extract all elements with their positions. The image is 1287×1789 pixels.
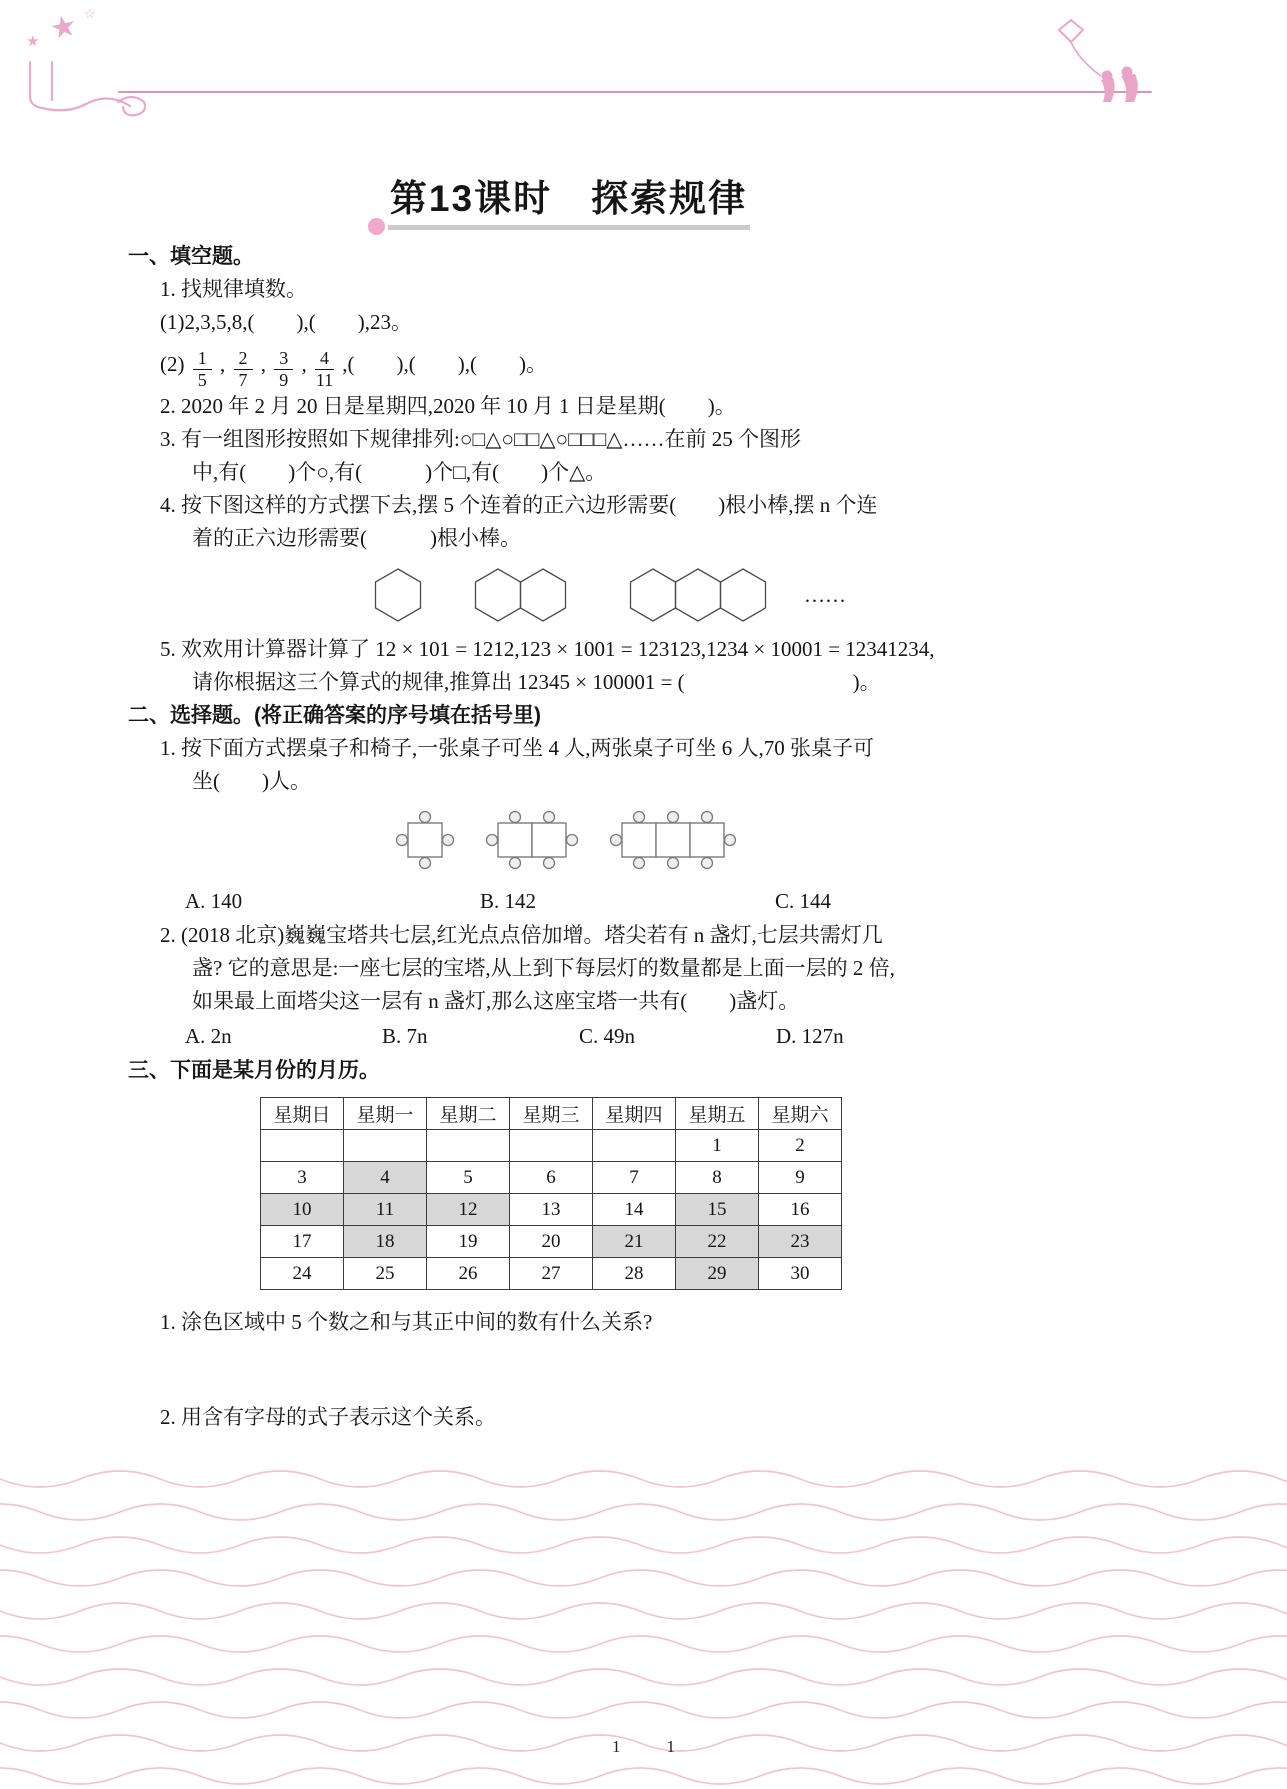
s2-q2-line1: 2. (2018 北京)巍巍宝塔共七层,红光点点倍加增。塔尖若有 n 盏灯,七层共需灯几: [160, 923, 883, 948]
calendar-cell: 30: [759, 1258, 842, 1290]
star-icon: ☆: [84, 6, 96, 21]
s1-q5-line1: 5. 欢欢用计算器计算了 12 × 101 = 1212,123 × 1001 = 123123,1234 × 10001 = 12341234,: [160, 637, 935, 662]
kite-kids-decoration: [1049, 18, 1169, 113]
fraction: $\frac{2}{7}$: [234, 349, 253, 391]
calendar-table: [260, 1097, 842, 1290]
s1-q1-part2: [160, 339, 1172, 390]
calendar-cell: 1: [676, 1130, 759, 1162]
calendar-header: 星期一: [344, 1098, 427, 1130]
calendar-cell: 16: [759, 1194, 842, 1226]
option-d: D. 127n: [776, 1024, 844, 1049]
page-title: 第13课时 探索规律: [389, 178, 748, 219]
option-a: A. 140: [185, 889, 243, 914]
frac-comma: ,: [220, 352, 226, 376]
s2-q1-line1: 1. 按下面方式摆桌子和椅子,一张桌子可坐 4 人,两张桌子可坐 6 人,70 张桌子可: [160, 736, 874, 761]
page-number: 1: [666, 1737, 675, 1756]
calendar-cell: 11: [344, 1194, 427, 1226]
frac-prefix: (2): [160, 352, 185, 376]
s2-q1-options: [185, 883, 1172, 919]
calendar-cell: 4: [344, 1162, 427, 1194]
fraction: $\frac{4}{11}$: [315, 347, 334, 390]
calendar-header: 星期四: [593, 1098, 676, 1130]
calendar-cell: 14: [593, 1194, 676, 1226]
swirl-icon: [22, 52, 162, 118]
tables-chairs-diagram: [390, 808, 790, 872]
section2-heading: 二、选择题。(将正确答案的序号填在括号里): [128, 704, 541, 728]
page-footer: [612, 1737, 675, 1757]
calendar-row: [261, 1130, 842, 1162]
hexagon-figure: [368, 563, 1172, 627]
option-b: B. 7n: [382, 1024, 428, 1049]
calendar-header: 星期六: [759, 1098, 842, 1130]
ellipsis-text: ……: [804, 582, 846, 607]
calendar-cell: 12: [427, 1194, 510, 1226]
calendar-cell: 10: [261, 1194, 344, 1226]
kite-icon: [1049, 18, 1169, 113]
calendar-cell: 7: [593, 1162, 676, 1194]
s1-q2: 2. 2020 年 2 月 20 日是星期四,2020 年 10 月 1 日是星期( )。: [160, 394, 736, 419]
calendar-header: 星期日: [261, 1098, 344, 1130]
s2-q2-line2: 盏? 它的意思是:一座七层的宝塔,从上到下每层灯的数量都是上面一层的 2 倍,: [192, 956, 895, 981]
s2-q2-options: [185, 1018, 1172, 1054]
calendar-cell: 3: [261, 1162, 344, 1194]
s2-q1-line2: 坐( )人。: [192, 769, 311, 794]
calendar-cell: 18: [344, 1226, 427, 1258]
title-block: [0, 168, 1137, 230]
calendar-cell: 8: [676, 1162, 759, 1194]
fraction: $\frac{1}{5}$: [193, 349, 212, 391]
hexagon-chain-diagram: [368, 563, 778, 627]
calendar-cell: 27: [510, 1258, 593, 1290]
calendar-cell: [427, 1130, 510, 1162]
s1-q3-line1: 3. 有一组图形按照如下规律排列:○□△○□□△○□□□△……在前 25 个图形: [160, 427, 801, 452]
calendar-cell: 22: [676, 1226, 759, 1258]
option-a: A. 2n: [185, 1024, 232, 1049]
star-icon: ★: [26, 34, 40, 50]
frac-comma: ,: [301, 352, 307, 376]
s1-q4-line1: 4. 按下图这样的方式摆下去,摆 5 个连着的正六边形需要( )根小棒,摆 n 个连: [160, 493, 878, 518]
calendar-cell: 29: [676, 1258, 759, 1290]
calendar-cell: [261, 1130, 344, 1162]
calendar-cell: [510, 1130, 593, 1162]
section3-heading: 三、下面是某月份的月历。: [128, 1059, 380, 1083]
calendar-cell: 19: [427, 1226, 510, 1258]
option-c: C. 49n: [579, 1024, 636, 1049]
calendar-header: 星期二: [427, 1098, 510, 1130]
frac-suffix: ,( ),( ),( )。: [342, 352, 547, 376]
title-dot-icon: [368, 218, 385, 235]
calendar-cell: 13: [510, 1194, 593, 1226]
calendar-cell: 5: [427, 1162, 510, 1194]
calendar-row: [261, 1226, 842, 1258]
header-rule: [118, 91, 1152, 93]
s2-q2-line3: 如果最上面塔尖这一层有 n 盏灯,那么这座宝塔一共有( )盏灯。: [192, 989, 800, 1014]
tables-chairs-figure: [390, 808, 1172, 877]
page-number: 1: [612, 1737, 621, 1756]
s3-q1: 1. 涂色区域中 5 个数之和与其正中间的数有什么关系?: [160, 1310, 653, 1335]
fraction: $\frac{3}{9}$: [274, 349, 293, 391]
calendar-cell: 2: [759, 1130, 842, 1162]
calendar-cell: 24: [261, 1258, 344, 1290]
calendar-header: 星期三: [510, 1098, 593, 1130]
calendar-cell: 26: [427, 1258, 510, 1290]
frac-comma: ,: [260, 352, 266, 376]
section1-heading: 一、填空题。: [128, 245, 254, 268]
option-c: C. 144: [775, 889, 832, 914]
calendar-cell: [344, 1130, 427, 1162]
calendar-header-row: [261, 1098, 842, 1130]
calendar-cell: 23: [759, 1226, 842, 1258]
title-underline: [388, 225, 750, 230]
calendar-cell: [593, 1130, 676, 1162]
calendar-row: [261, 1162, 842, 1194]
calendar-row: [261, 1258, 842, 1290]
calendar-cell: 21: [593, 1226, 676, 1258]
s1-q1-part1: (1)2,3,5,8,( ),( ),23。: [160, 310, 412, 334]
s3-q2: 2. 用含有字母的式子表示这个关系。: [160, 1405, 496, 1430]
calendar-cell: 25: [344, 1258, 427, 1290]
calendar-cell: 15: [676, 1194, 759, 1226]
calendar-header: 星期五: [676, 1098, 759, 1130]
calendar-cell: 9: [759, 1162, 842, 1194]
s1-q3-line2: 中,有( )个○,有( )个□,有( )个△。: [192, 460, 607, 485]
calendar-cell: 28: [593, 1258, 676, 1290]
stars-wand-decoration: [22, 6, 162, 121]
calendar-row: [261, 1194, 842, 1226]
s1-q5-line2: 请你根据这三个算式的规律,推算出 12345 × 100001 = ( )。: [192, 670, 881, 695]
s1-q4-line2: 着的正六边形需要( )根小棒。: [192, 526, 521, 551]
worksheet-body: [128, 240, 1172, 1434]
calendar-cell: 17: [261, 1226, 344, 1258]
calendar-cell: 6: [510, 1162, 593, 1194]
star-icon: ★: [46, 8, 81, 47]
calendar-cell: 20: [510, 1226, 593, 1258]
option-b: B. 142: [480, 889, 537, 914]
s1-q1-label: 1. 找规律填数。: [160, 277, 307, 301]
